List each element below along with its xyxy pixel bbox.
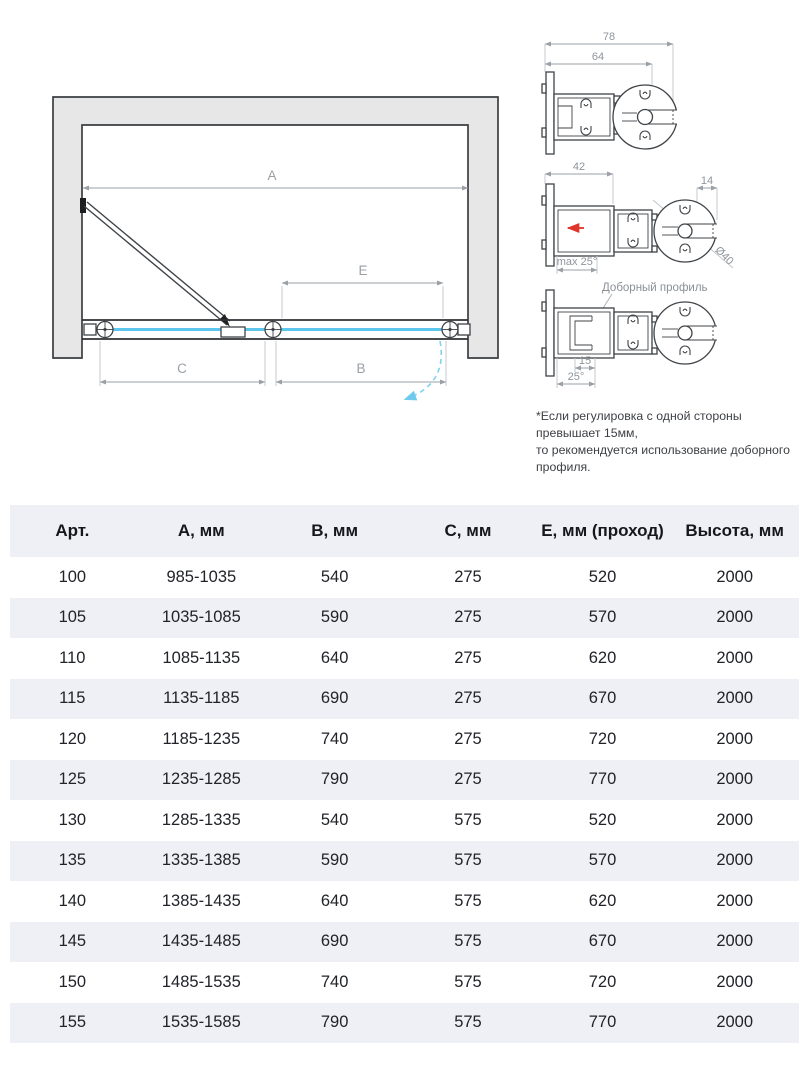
cell-art: 130: [58, 810, 87, 829]
adjustable-box: [554, 308, 614, 358]
cell-e: 620: [588, 648, 617, 667]
roller-left: [84, 322, 113, 338]
cell-art: 105: [58, 608, 87, 627]
table-row: [10, 962, 799, 1003]
cell-height: 2000: [716, 770, 754, 789]
table-row: [10, 557, 799, 598]
dimension-a: [83, 168, 468, 188]
table-row: [10, 922, 799, 963]
table-header: [10, 505, 799, 557]
cell-c: 575: [454, 1013, 482, 1032]
cell-b: 540: [320, 810, 349, 829]
cell-art: 150: [58, 972, 87, 991]
table-row: [10, 760, 799, 801]
header-e: E, мм (проход): [535, 505, 671, 557]
cell-a: 1185-1235: [162, 729, 241, 748]
cell-art: 100: [58, 567, 87, 586]
profile-section-middle-drawing: [534, 160, 806, 288]
cell-art: 110: [59, 648, 86, 667]
cell-c: 575: [454, 972, 482, 991]
dim-diameter-label: Ø40: [712, 244, 736, 268]
dimension-max25: [557, 256, 597, 274]
cell-e: 520: [588, 810, 617, 829]
wall-bracket: [542, 184, 554, 266]
svg-text:max 25°: max 25°: [556, 256, 598, 268]
cell-c: 275: [454, 770, 482, 789]
cell-b: 640: [320, 648, 349, 667]
wall-bracket: [542, 72, 554, 154]
dimension-e: [282, 263, 443, 318]
header-a: A, мм: [135, 505, 268, 557]
cell-e: 520: [588, 567, 617, 586]
cell-e: 770: [588, 770, 617, 789]
cell-height: 2000: [716, 891, 754, 910]
footnote-line-2: то рекомендуется использование доборного профиля.: [536, 443, 790, 474]
cell-art: 145: [58, 932, 87, 951]
cell-a: 1485-1535: [161, 972, 241, 991]
cell-height: 2000: [716, 972, 754, 991]
table-body: [10, 557, 799, 1043]
table-row: [10, 881, 799, 922]
footnote: [536, 408, 804, 476]
cell-height: 2000: [716, 851, 754, 870]
table-row: [10, 679, 799, 720]
cell-c: 275: [454, 689, 482, 708]
cell-height: 2000: [716, 932, 754, 951]
roller-middle: [265, 322, 281, 338]
size-spec-table: [10, 505, 799, 1043]
cell-e: 620: [588, 891, 617, 910]
cell-height: 2000: [716, 1013, 754, 1032]
cell-a: 1085-1135: [162, 648, 241, 667]
header-c: C, мм: [401, 505, 534, 557]
cell-a: 1435-1485: [161, 932, 241, 951]
cell-a: 1335-1385: [161, 851, 241, 870]
table-row: [10, 719, 799, 760]
table-row: [10, 598, 799, 639]
svg-text:25°: 25°: [567, 371, 585, 383]
cell-e: 770: [588, 1013, 617, 1032]
cell-c: 575: [454, 851, 482, 870]
table-row: [10, 841, 799, 882]
roller-profile-circle: [654, 200, 718, 262]
cell-a: 1535-1585: [161, 1013, 241, 1032]
cell-a: 985-1035: [166, 567, 237, 586]
cell-art: 115: [59, 689, 86, 708]
cell-height: 2000: [716, 608, 754, 627]
svg-text:15: 15: [578, 355, 592, 367]
dim-c-label: C: [177, 361, 187, 376]
technical-drawing-area: [0, 0, 809, 500]
header-height: Высота, мм: [670, 505, 799, 557]
cell-a: 1385-1435: [161, 891, 241, 910]
header-b: B, мм: [268, 505, 401, 557]
cell-art: 135: [58, 851, 87, 870]
cell-art: 125: [58, 770, 87, 789]
plan-view-drawing: [30, 80, 510, 420]
door-swing-arc: [406, 341, 441, 399]
roller-profile-circle: [613, 85, 679, 149]
cell-a: 1135-1185: [163, 689, 240, 708]
cell-art: 120: [58, 729, 87, 748]
cell-c: 575: [454, 932, 482, 951]
cell-height: 2000: [716, 689, 754, 708]
cell-e: 570: [588, 851, 617, 870]
svg-text:78: 78: [602, 31, 616, 43]
cell-e: 720: [588, 972, 617, 991]
cell-b: 790: [320, 770, 349, 789]
cell-b: 790: [320, 1013, 349, 1032]
svg-text:64: 64: [591, 51, 605, 63]
cell-e: 570: [588, 608, 617, 627]
cell-e: 720: [588, 729, 617, 748]
cell-c: 275: [454, 567, 482, 586]
footnote-line-1: *Если регулировка с одной стороны превышает 15мм,: [536, 409, 742, 440]
cell-e: 670: [588, 932, 617, 951]
cell-a: 1235-1285: [161, 770, 241, 789]
table-row: [10, 800, 799, 841]
dim-a-label: A: [267, 168, 277, 183]
cell-b: 590: [320, 608, 349, 627]
cell-height: 2000: [716, 648, 754, 667]
cell-c: 275: [454, 608, 482, 627]
roller-profile-circle: [654, 302, 718, 364]
wall-outline: [53, 97, 498, 358]
cell-c: 275: [454, 648, 482, 667]
cell-height: 2000: [716, 729, 754, 748]
dim-b-label: B: [356, 361, 366, 376]
profile-section-bottom-drawing: [534, 276, 806, 408]
cell-a: 1035-1085: [161, 608, 241, 627]
extension-profile-label: Доборный профиль: [602, 282, 708, 294]
dim-e-label: E: [358, 263, 368, 278]
roller-right: [442, 322, 470, 338]
header-art: Арт.: [10, 505, 135, 557]
wall-bracket: [542, 290, 554, 376]
cell-c: 575: [454, 810, 482, 829]
cell-height: 2000: [716, 810, 754, 829]
cell-b: 740: [320, 972, 349, 991]
dimension-42: [545, 161, 613, 204]
dimension-b: [276, 361, 446, 382]
cell-b: 690: [320, 689, 349, 708]
cell-a: 1285-1335: [161, 810, 241, 829]
dimension-64: [545, 51, 652, 88]
support-bar: [80, 198, 230, 327]
svg-text:14: 14: [700, 175, 714, 187]
cell-art: 155: [58, 1013, 87, 1032]
cell-art: 140: [58, 891, 87, 910]
profile-section-top-drawing: [534, 28, 806, 160]
cell-b: 540: [320, 567, 349, 586]
cell-b: 690: [320, 932, 349, 951]
svg-text:42: 42: [572, 161, 586, 173]
cell-c: 575: [454, 891, 482, 910]
cell-e: 670: [588, 689, 617, 708]
dimension-c: [100, 361, 265, 382]
bar-bracket: [221, 327, 245, 337]
cell-b: 740: [320, 729, 349, 748]
cell-b: 640: [320, 891, 349, 910]
table-row: [10, 1003, 799, 1044]
cell-b: 590: [320, 851, 349, 870]
adjustable-box: [554, 206, 614, 256]
cell-c: 275: [454, 729, 482, 748]
table-row: [10, 638, 799, 679]
cell-height: 2000: [716, 567, 754, 586]
